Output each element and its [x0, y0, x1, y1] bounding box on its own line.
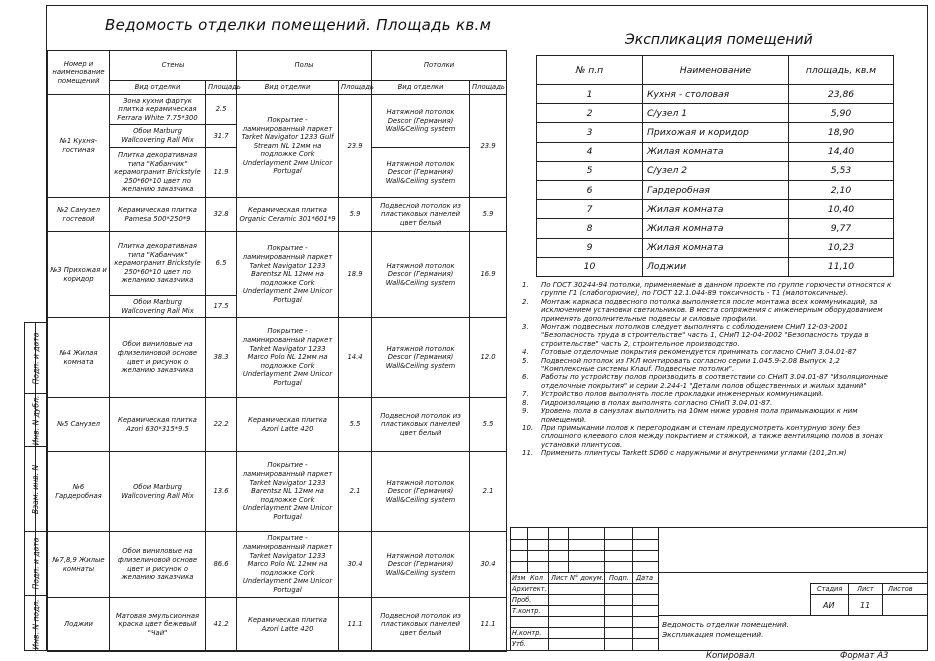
- header-ceilings: Потолки: [372, 51, 507, 81]
- stamp-label-izm: Изм: [512, 574, 526, 582]
- stamp-line: [810, 583, 928, 584]
- wall-area-cell: 41.2: [206, 598, 237, 652]
- table-row: [48, 398, 507, 452]
- explication-name: Прихожая и коридор: [643, 123, 789, 142]
- ceiling-type-cell: Натяжной потолок Descor (Германия) Wall&Ceiling system: [372, 452, 470, 532]
- header-ceiling-area: Площадь: [470, 81, 507, 95]
- stamp-stage-label: Стадия: [817, 585, 843, 593]
- stamp-line: [510, 527, 511, 651]
- wall-area-cell: 2.5: [206, 95, 237, 125]
- note-number: 10.: [522, 423, 534, 432]
- floor-type-cell: Керамическая плитка Organic Ceramic 301*601*9: [237, 198, 339, 232]
- ceiling-type-cell: Подвесной потолок из пластиковых панелей цвет белый: [372, 598, 470, 652]
- side-stamp-dup-inv: Инв. N дубл.: [25, 393, 47, 446]
- side-stamp-sign-date-2: Подп. и дата: [25, 531, 47, 595]
- wall-area-cell: 17.5: [206, 296, 237, 318]
- stamp-line: [510, 616, 658, 617]
- explication-num: 9: [537, 238, 643, 257]
- wall-area-cell: 6.5: [206, 232, 237, 296]
- floor-type-cell: Покрытие - ламинированный паркет Tarket Navigator 1233 Marco Polo NL 12мм на подложке Cork Underlayment 2мм Unicor Portugal: [237, 532, 339, 598]
- floor-type-cell: Покрытие - ламинированный паркет Tarket Navigator 1233 Barentsz NL 12мм на подложке Cork Underlayment 2мм Unicor Portugal: [237, 452, 339, 532]
- ceiling-area-cell: 5.9: [470, 198, 507, 232]
- explication-num: 10: [537, 257, 643, 276]
- header-wall-type: Вид отделки: [110, 81, 206, 95]
- wall-type-cell: Обои Marburg Wallcovering Rall Mix: [110, 125, 206, 148]
- stamp-label-kol: Кол: [530, 574, 543, 582]
- note-item: [522, 357, 892, 374]
- wall-type-cell: Обои Marburg Wallcovering Rall Mix: [110, 296, 206, 318]
- stamp-line: [632, 527, 633, 651]
- room-cell: №7,8,9 Жилые комнаты: [48, 532, 110, 598]
- explication-name: Жилая комната: [643, 200, 789, 219]
- wall-type-cell: Матовая эмульсионная краска цвет бежевый "Чай": [110, 598, 206, 652]
- floor-area-cell: 5.5: [339, 398, 372, 452]
- explication-area: 5,53: [789, 161, 894, 180]
- explication-num: 7: [537, 200, 643, 219]
- floor-area-cell: 30.4: [339, 532, 372, 598]
- ceiling-type-cell: Натяжной потолок Descor (Германия) Wall&Ceiling system: [372, 318, 470, 398]
- floor-area-cell: 14.4: [339, 318, 372, 398]
- header-room: Номер и наименование помещений: [48, 51, 110, 95]
- explication-name: Жилая комната: [643, 219, 789, 238]
- explication-row: [537, 180, 894, 199]
- ceiling-type-cell: Подвесной потолок из пластиковых панелей цвет белый: [372, 198, 470, 232]
- side-stamp-repl-inv: Взам. инв. N: [25, 446, 47, 531]
- ceiling-type-cell: Натяжной потолок Descor (Германия) Wall&Ceiling system: [372, 232, 470, 318]
- stamp-stage-value: АИ: [823, 601, 835, 610]
- finish-schedule-table: [47, 50, 507, 652]
- room-cell: №6 Гардеробная: [48, 452, 110, 532]
- header-floor-type: Вид отделки: [237, 81, 339, 95]
- explication-name: Жилая комната: [643, 238, 789, 257]
- table-row: [48, 598, 507, 652]
- wall-area-cell: 32.8: [206, 198, 237, 232]
- note-item: [522, 348, 892, 356]
- stamp-line: [510, 572, 928, 573]
- note-number: 9.: [522, 407, 529, 416]
- stamp-label-list: Лист: [551, 574, 568, 582]
- floor-type-cell: Керамическая плитка Azori Latte 420: [237, 598, 339, 652]
- explication-area: 18,90: [789, 123, 894, 142]
- note-number: 3.: [522, 323, 529, 332]
- stamp-line: [510, 594, 658, 595]
- note-item: [522, 298, 892, 323]
- stamp-line: [510, 550, 658, 551]
- stamp-drawing-name-2: Экспликация помещений.: [662, 630, 764, 639]
- explication-num: 4: [537, 142, 643, 161]
- room-cell: №1 Кухня-гостиная: [48, 95, 110, 198]
- explication-area: 9,77: [789, 219, 894, 238]
- stamp-line: [510, 605, 658, 606]
- note-text: Работы по устройству полов производить в соответствии со СНиП 3.04.01-87 "Изоляционные отделочные покрытия" и серии 2.244-1 "Детали полов общественных и жилых зданий": [541, 373, 888, 390]
- explication-num: 6: [537, 180, 643, 199]
- wall-area-cell: 31.7: [206, 125, 237, 148]
- stamp-label-sign: Подп.: [609, 574, 629, 582]
- explication-row: [537, 219, 894, 238]
- format-label: Формат А3: [840, 651, 889, 661]
- wall-type-cell: Обои виниловые на флизелиновой основе цвет и рисунок о желанию заказчика: [110, 318, 206, 398]
- stamp-drawing-name-1: Ведомость отделки помещений.: [662, 620, 790, 629]
- explication-name: Лоджии: [643, 257, 789, 276]
- ceiling-area-cell: 16.9: [470, 232, 507, 318]
- note-number: 8.: [522, 398, 529, 407]
- table-row: [48, 532, 507, 598]
- wall-area-cell: 22.2: [206, 398, 237, 452]
- stamp-role: Н.контр.: [512, 629, 542, 637]
- side-stamp-sign-date-1: Подп. и дата: [31, 332, 41, 384]
- explication-name: Кухня - столовая: [643, 85, 789, 104]
- note-item: [522, 399, 892, 407]
- room-cell: Лоджии: [48, 598, 110, 652]
- wall-type-cell: Керамическая плитка Pamesa 500*250*9: [110, 198, 206, 232]
- stamp-sheet-label: Лист: [857, 585, 874, 593]
- explication-area: 10,23: [789, 238, 894, 257]
- explication-num: 1: [537, 85, 643, 104]
- explication-row: [537, 257, 894, 276]
- table-row: [48, 452, 507, 532]
- explication-num: 5: [537, 161, 643, 180]
- stamp-line: [510, 638, 658, 639]
- explication-header-num: № п.п: [537, 56, 643, 85]
- ceiling-type-cell: Натяжной потолок Descor (Германия) Wall&Ceiling system: [372, 532, 470, 598]
- floor-area-cell: 11.1: [339, 598, 372, 652]
- stamp-line: [510, 561, 658, 562]
- stamp-sheet-value: 11: [860, 601, 871, 610]
- table-row: [48, 95, 507, 125]
- ceiling-area-cell: 23.9: [470, 95, 507, 198]
- explication-name: Гардеробная: [643, 180, 789, 199]
- side-stamp: [24, 322, 46, 651]
- table-row: [48, 198, 507, 232]
- wall-type-cell: Керамическая плитка Azori 630*315*9.5: [110, 398, 206, 452]
- explication-row: [537, 238, 894, 257]
- note-item: [522, 407, 892, 424]
- header-floor-area: Площадь: [339, 81, 372, 95]
- stamp-line: [510, 527, 928, 528]
- header-walls: Стены: [110, 51, 237, 81]
- note-number: 11.: [522, 449, 534, 458]
- note-text: Устройство полов выполнять после прокладки инженерных коммуникаций.: [541, 390, 824, 399]
- note-text: Применить плинтусы Tarkett SD60 с наружными и внутренними углами (101,2п.м): [541, 449, 847, 458]
- table-row: [48, 232, 507, 296]
- note-item: [522, 424, 892, 449]
- explication-area: 5,90: [789, 104, 894, 123]
- notes-list: [522, 281, 892, 458]
- floor-type-cell: Покрытие - ламинированный паркет Tarket Navigator 1233 Barentsz NL 12мм на подложке Cork Underlayment 2мм Unicor Portugal: [237, 232, 339, 318]
- header-row: [48, 51, 507, 81]
- stamp-line: [510, 539, 658, 540]
- room-cell: №3 Прихожая и коридор: [48, 232, 110, 318]
- floor-area-cell: 5.9: [339, 198, 372, 232]
- room-cell: №5 Санузел: [48, 398, 110, 452]
- stamp-role: Проб.: [512, 596, 532, 604]
- note-number: 1.: [522, 281, 529, 289]
- wall-type-cell: Обои виниловые на флизелиновой основе цвет и рисунок о желанию заказчика: [110, 532, 206, 598]
- floor-type-cell: Покрытие - ламинированный паркет Tarket Navigator 1233 Gulf Stream NL 12мм на подложке Cork Underlayment 2мм Unicor Portugal: [237, 95, 339, 198]
- stamp-line: [658, 527, 659, 651]
- title-block: [510, 527, 928, 651]
- room-cell: №2 Санузел гостевой: [48, 198, 110, 232]
- stamp-line: [510, 627, 658, 628]
- explication-header-row: [537, 56, 894, 85]
- ceiling-area-cell: 5.5: [470, 398, 507, 452]
- note-number: 7.: [522, 390, 529, 399]
- stamp-line: [810, 594, 928, 595]
- explication-row: [537, 142, 894, 161]
- explication-area: 10,40: [789, 200, 894, 219]
- floor-area-cell: 18.9: [339, 232, 372, 318]
- note-text: По ГОСТ 30244-94 потолки, применяемые в данном проекте по группе горючести относятся к группе Г1 (слабогорючие), по ГОСТ 12.1.044-89 токсичность - Т1 (малотоксичные).: [541, 281, 892, 298]
- stamp-role: Архитект.: [512, 585, 547, 593]
- note-text: Уровень пола в санузлах выполнить на 10мм ниже уровня пола примыкающих к ним помещений.: [541, 407, 858, 424]
- room-cell: №4 Жилая комната: [48, 318, 110, 398]
- note-number: 2.: [522, 297, 529, 306]
- note-item: [522, 281, 892, 298]
- stamp-role: Утб.: [512, 640, 527, 648]
- note-item: [522, 373, 892, 390]
- note-number: 5.: [522, 356, 529, 365]
- explication-area: 2,10: [789, 180, 894, 199]
- ceiling-area-cell: 2.1: [470, 452, 507, 532]
- wall-area-cell: 86.6: [206, 532, 237, 598]
- explication-table: [536, 55, 894, 277]
- explication-name: С/узел 1: [643, 104, 789, 123]
- subheader-row: [48, 81, 507, 95]
- wall-area-cell: 11.9: [206, 148, 237, 198]
- note-number: 6.: [522, 373, 529, 382]
- note-text: Монтаж каркаса подвесного потолка выполняется после монтажа всех коммуникаций, за исключением установки светильников. В места сопряжения с инженерным оборудованием применять дополнительные подвесы и силовые профили.: [541, 297, 883, 323]
- stamp-line: [510, 583, 658, 584]
- wall-type-cell: Зона кухни фартук плитка керамическая Ferrara White 7.75*300: [110, 95, 206, 125]
- explication-row: [537, 161, 894, 180]
- explication-name: Жилая комната: [643, 142, 789, 161]
- header-ceiling-type: Вид отделки: [372, 81, 470, 95]
- stamp-line: [658, 615, 928, 616]
- stamp-sheets-label: Листов: [888, 585, 913, 593]
- explication-row: [537, 200, 894, 219]
- stamp-line: [604, 527, 605, 651]
- ceiling-type-cell: Натяжной потолок Descor (Германия) Wall&Ceiling system: [372, 95, 470, 148]
- note-text: Подвесной потолок из ГКЛ монтировать согласно серии 1.045.9-2.08 Выпуск 1,2 "Комплексные системы Knauf. Подвесные потолки".: [541, 356, 840, 374]
- ceiling-area-cell: 11.1: [470, 598, 507, 652]
- stamp-line: [882, 583, 883, 615]
- note-item: [522, 390, 892, 398]
- wall-area-cell: 13.6: [206, 452, 237, 532]
- floor-area-cell: 2.1: [339, 452, 372, 532]
- page-title: Ведомость отделки помещений. Площадь кв.м: [105, 16, 492, 34]
- explication-row: [537, 123, 894, 142]
- note-text: Гидроизоляцию в полах выполнять согласно СНиП 3.04.01-87.: [541, 398, 773, 407]
- stamp-role: Т.контр.: [512, 607, 541, 615]
- explication-header-area: площадь, кв.м: [789, 56, 894, 85]
- explication-row: [537, 85, 894, 104]
- wall-type-cell: Плитка декоративная типа "Кабанчик" керамогранит Brickstyle 250*60*10 цвет по желанию заказчика: [110, 148, 206, 198]
- explication-area: 23,86: [789, 85, 894, 104]
- ceiling-type-cell: Натяжной потолок Descor (Германия) Wall&Ceiling system: [372, 148, 470, 198]
- ceiling-area-cell: 30.4: [470, 532, 507, 598]
- explication-header-name: Наименование: [643, 56, 789, 85]
- explication-area: 14,40: [789, 142, 894, 161]
- header-floors: Полы: [237, 51, 372, 81]
- explication-row: [537, 104, 894, 123]
- explication-num: 2: [537, 104, 643, 123]
- header-wall-area: Площадь: [206, 81, 237, 95]
- table-row: [48, 318, 507, 398]
- floor-type-cell: Керамическая плитка Azori Latte 420: [237, 398, 339, 452]
- explication-num: 3: [537, 123, 643, 142]
- wall-area-cell: 38.3: [206, 318, 237, 398]
- note-item: [522, 323, 892, 348]
- floor-area-cell: 23.9: [339, 95, 372, 198]
- note-item: [522, 449, 892, 457]
- stamp-label-doc: N° докум.: [570, 574, 604, 582]
- stamp-label-date: Дата: [636, 574, 654, 582]
- note-number: 4.: [522, 348, 529, 357]
- copied-label: Копировал: [706, 651, 755, 661]
- side-stamp-orig-inv: Инв. N подл.: [25, 595, 47, 652]
- note-text: Монтаж подвесных потолков следует выполнять с соблюдением СНиП 12-03-2001 "Безопасность труда в строительстве" часть 1, СНиП 12-04-2002 "Безопасность труда в строительстве" часть 2, строительное производство.: [541, 323, 869, 348]
- explication-name: С/узел 2: [643, 161, 789, 180]
- ceiling-type-cell: Подвесной потолок из пластиковых панелей цвет белый: [372, 398, 470, 452]
- explication-title: Экспликация помещений: [625, 32, 813, 48]
- explication-area: 11,10: [789, 257, 894, 276]
- wall-type-cell: Обои Marburg Wallcovering Rall Mix: [110, 452, 206, 532]
- note-text: При примыкании полов к перегородкам и стенам предусмотреть контурную зону без сплошного клеевого слоя между покрытием и стяжкой, а также вентиляцию полов в зонах установки плинтусов.: [541, 423, 883, 449]
- floor-type-cell: Покрытие - ламинированный паркет Tarket Navigator 1233 Marco Polo NL 12мм на подложке Cork Underlayment 2мм Unicor Portugal: [237, 318, 339, 398]
- stamp-line: [848, 583, 849, 615]
- wall-type-cell: Плитка декоративная типа "Кабанчик" керамогранит Brickstyle 250*60*10 цвет по желанию заказчика: [110, 232, 206, 296]
- explication-num: 8: [537, 219, 643, 238]
- stamp-line: [548, 527, 549, 651]
- stamp-line: [810, 583, 811, 615]
- ceiling-area-cell: 12.0: [470, 318, 507, 398]
- note-text: Готовые отделочные покрытия рекомендуется принимать согласно СНиП 3.04.01-87: [541, 348, 857, 357]
